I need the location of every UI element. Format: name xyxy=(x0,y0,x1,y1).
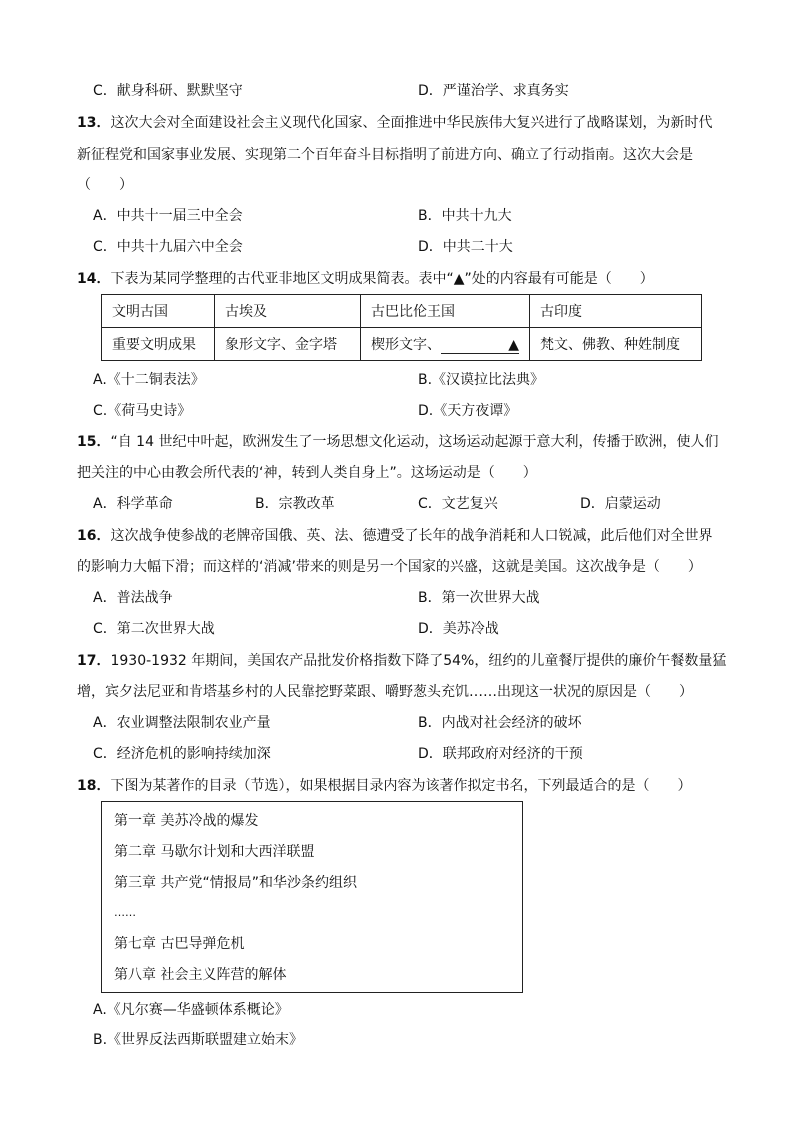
q15-option-c[interactable]: C．文艺复兴 xyxy=(418,496,498,512)
q13-option-d[interactable]: D．中共二十大 xyxy=(418,239,513,255)
q17-option-c[interactable]: C．经济危机的影响持续加深 xyxy=(93,746,271,762)
table-cell: 古埃及 xyxy=(215,295,361,328)
table-cell: 梵文、佛教、种姓制度 xyxy=(530,328,702,361)
civilization-table xyxy=(101,294,702,361)
toc-ellipsis: …… xyxy=(114,906,136,919)
q15-stem-line-2: 把关注的中心由教会所代表的‘神，转到人类自身上”。这场运动是（ ） xyxy=(77,465,537,481)
q15-stem-line-1: 15．“自 14 世纪中叶起，欧洲发生了一场思想文化运动，这场运动起源于意大利，传播于欧洲，使人们 xyxy=(77,434,719,450)
q15-option-a[interactable]: A．科学革命 xyxy=(93,496,173,512)
q15-option-b[interactable]: B．宗教改革 xyxy=(255,496,335,512)
q18-option-b[interactable]: B.《世界反法西斯联盟建立始末》 xyxy=(93,1032,304,1048)
q15-option-d[interactable]: D．启蒙运动 xyxy=(580,496,661,512)
q16-stem-line-2: 的影响力大幅下滑；而这样的‘消减’带来的则是另一个国家的兴盛，这就是美国。这次战争是（ ） xyxy=(77,559,702,575)
q17-number: 17． xyxy=(77,653,111,669)
q15-number: 15． xyxy=(77,434,111,450)
q16-option-c[interactable]: C．第二次世界大战 xyxy=(93,621,215,637)
q18-number: 18． xyxy=(77,778,111,794)
q13-stem-line-2: 新征程党和国家事业发展、实现第二个百年奋斗目标指明了前进方向、确立了行动指南。这次大会是 xyxy=(77,147,693,163)
q18-stem: 18．下图为某著作的目录（节选），如果根据目录内容为该著作拟定书名，下列最适合的是（ ） xyxy=(77,778,692,794)
q13-stem-line-1: 13．这次大会对全面建设社会主义现代化国家、全面推进中华民族伟大复兴进行了战略谋划，为新时代 xyxy=(77,115,713,131)
q16-option-a[interactable]: A．普法战争 xyxy=(93,590,173,606)
q16-stem-line-1: 16．这次战争使参战的老牌帝国俄、英、法、德遭受了长年的战争消耗和人口锐减，此后他们对全世界 xyxy=(77,528,713,544)
toc-chapter-7: 第七章 古巴导弹危机 xyxy=(114,936,245,952)
table-cell: 古巴比伦王国 xyxy=(361,295,530,328)
table-cell: 文明古国 xyxy=(102,295,215,328)
table-cell: 重要文明成果 xyxy=(102,328,215,361)
q13-number: 13． xyxy=(77,115,111,131)
q18-option-a[interactable]: A.《凡尔赛—华盛顿体系概论》 xyxy=(93,1002,289,1018)
q17-option-d[interactable]: D．联邦政府对经济的干预 xyxy=(418,746,583,762)
q14-option-a[interactable]: A.《十二铜表法》 xyxy=(93,372,205,388)
toc-chapter-2: 第二章 马歇尔计划和大西洋联盟 xyxy=(114,844,315,860)
table-row xyxy=(102,295,702,328)
q16-option-d[interactable]: D．美苏冷战 xyxy=(418,621,499,637)
q17-option-b[interactable]: B．内战对社会经济的破坏 xyxy=(418,715,582,731)
q14-option-d[interactable]: D.《天方夜谭》 xyxy=(418,403,518,419)
q13-stem-line-3: （ ） xyxy=(77,177,133,193)
q13-option-a[interactable]: A．中共十一届三中全会 xyxy=(93,208,243,224)
q17-stem-line-2: 增，宾夕法尼亚和肯塔基乡村的人民靠挖野菜跟、嚼野葱头充饥……出现这一状况的原因是（ ） xyxy=(77,684,693,700)
q13-option-b[interactable]: B．中共十九大 xyxy=(418,208,512,224)
q17-option-a[interactable]: A．农业调整法限制农业产量 xyxy=(93,715,271,731)
q12-option-c[interactable]: C．献身科研、默默坚守 xyxy=(93,83,243,99)
table-cell: 古印度 xyxy=(530,295,702,328)
q14-option-c[interactable]: C.《荷马史诗》 xyxy=(93,403,192,419)
table-cell: 象形文字、金字塔 xyxy=(215,328,361,361)
table-row xyxy=(102,328,702,361)
q16-option-b[interactable]: B．第一次世界大战 xyxy=(418,590,540,606)
q16-number: 16． xyxy=(77,528,111,544)
q17-stem-line-1: 17．1930-1932 年期间，美国农产品批发价格指数下降了54%，纽约的儿童餐厅提供的廉价午餐数量猛 xyxy=(77,653,727,669)
q14-number: 14． xyxy=(77,271,111,287)
toc-chapter-3: 第三章 共产党“情报局”和华沙条约组织 xyxy=(114,875,357,891)
q14-option-b[interactable]: B.《汉谟拉比法典》 xyxy=(418,372,545,388)
q14-stem: 14．下表为某同学整理的古代亚非地区文明成果简表。表中“▲”处的内容最有可能是（ ） xyxy=(77,271,654,287)
toc-chapter-1: 第一章 美苏冷战的爆发 xyxy=(114,813,259,829)
q12-option-d[interactable]: D．严谨治学、求真务实 xyxy=(418,83,569,99)
toc-chapter-8: 第八章 社会主义阵营的解体 xyxy=(114,967,287,983)
table-cell: 楔形文字、 ▲ xyxy=(361,328,530,361)
q13-option-c[interactable]: C．中共十九届六中全会 xyxy=(93,239,243,255)
blank-marker: ▲ xyxy=(441,337,519,354)
table-of-contents-box xyxy=(101,801,523,993)
